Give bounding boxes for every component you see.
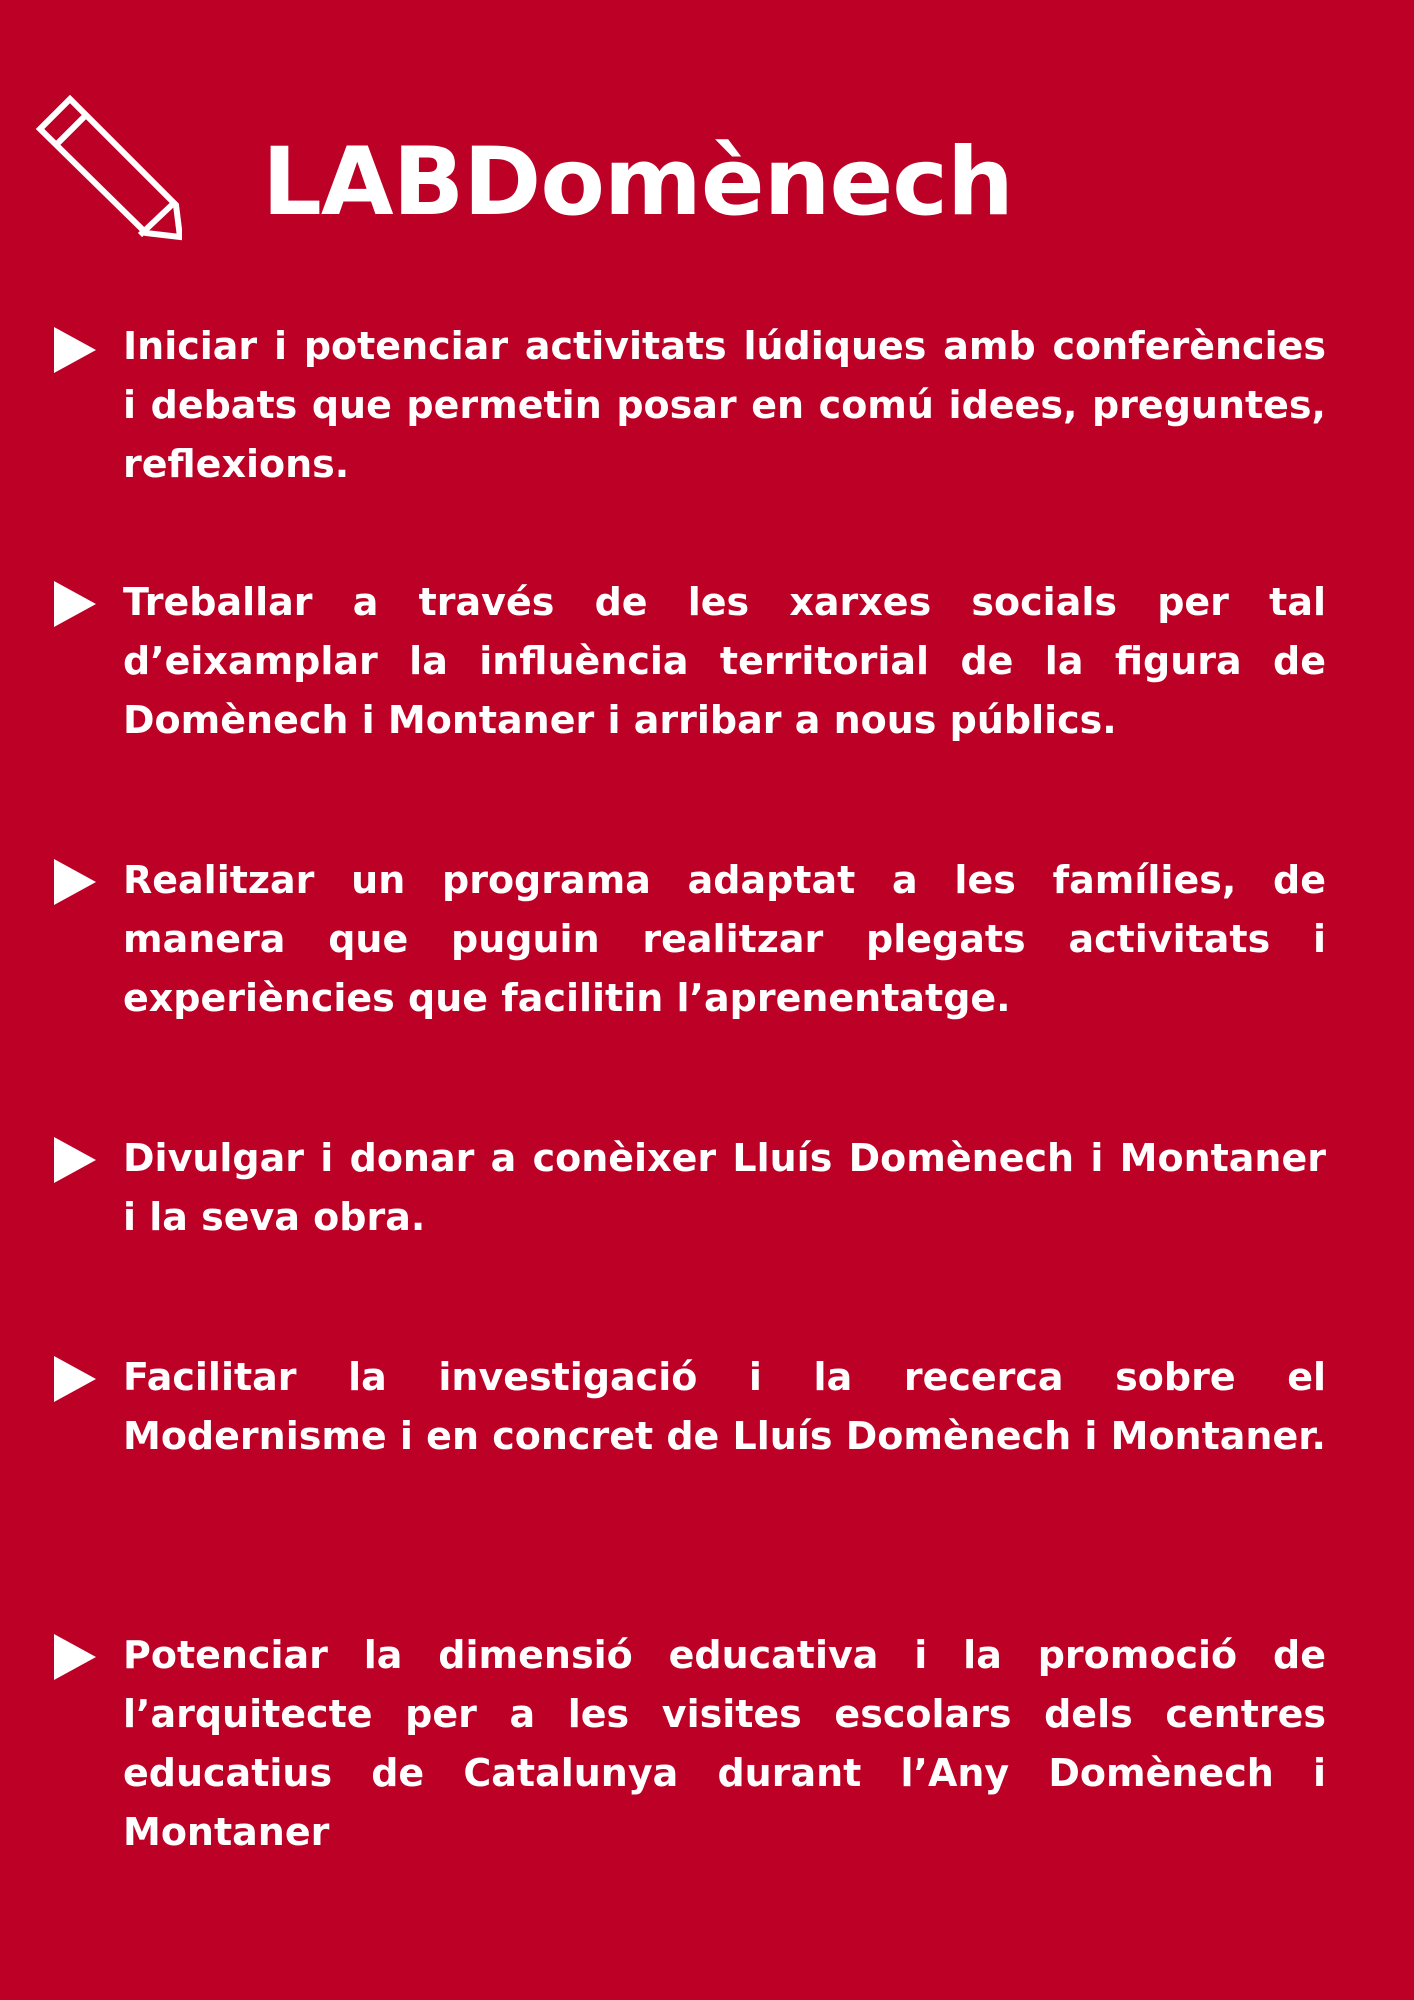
pencil-icon — [36, 95, 182, 241]
play-arrow-icon — [54, 1356, 96, 1402]
list-item-text: Divulgar i donar a conèixer Lluís Domènech i Montaner i la seva obra. — [123, 1136, 1326, 1239]
list-item-text: Iniciar i potenciar activitats lúdiques amb conferències i debats que permetin posar en comú idees, preguntes, reflexions. — [123, 324, 1326, 486]
play-arrow-icon — [54, 1137, 96, 1183]
play-arrow-icon — [54, 581, 96, 627]
list-item-text: Treballar a través de les xarxes socials per tal d’eixamplar la influència territorial de la figura de Domènech i Montaner i arribar a nous públics. — [123, 580, 1326, 742]
play-arrow-icon — [54, 1634, 96, 1680]
page-title: LABDomènech — [262, 128, 1013, 237]
play-arrow-icon — [54, 859, 96, 905]
play-arrow-icon — [54, 327, 96, 373]
list-item-text: Realitzar un programa adaptat a les famílies, de manera que puguin realitzar plegats activitats i experiències que facilitin l’aprenentatge. — [123, 858, 1326, 1020]
list-item-text: Potenciar la dimensió educativa i la promoció de l’arquitecte per a les visites escolars dels centres educatius de Catalunya durant l’Any Domènech i Montaner — [123, 1633, 1326, 1854]
list-item-text: Facilitar la investigació i la recerca sobre el Modernisme i en concret de Lluís Domènech i Montaner. — [123, 1355, 1326, 1458]
